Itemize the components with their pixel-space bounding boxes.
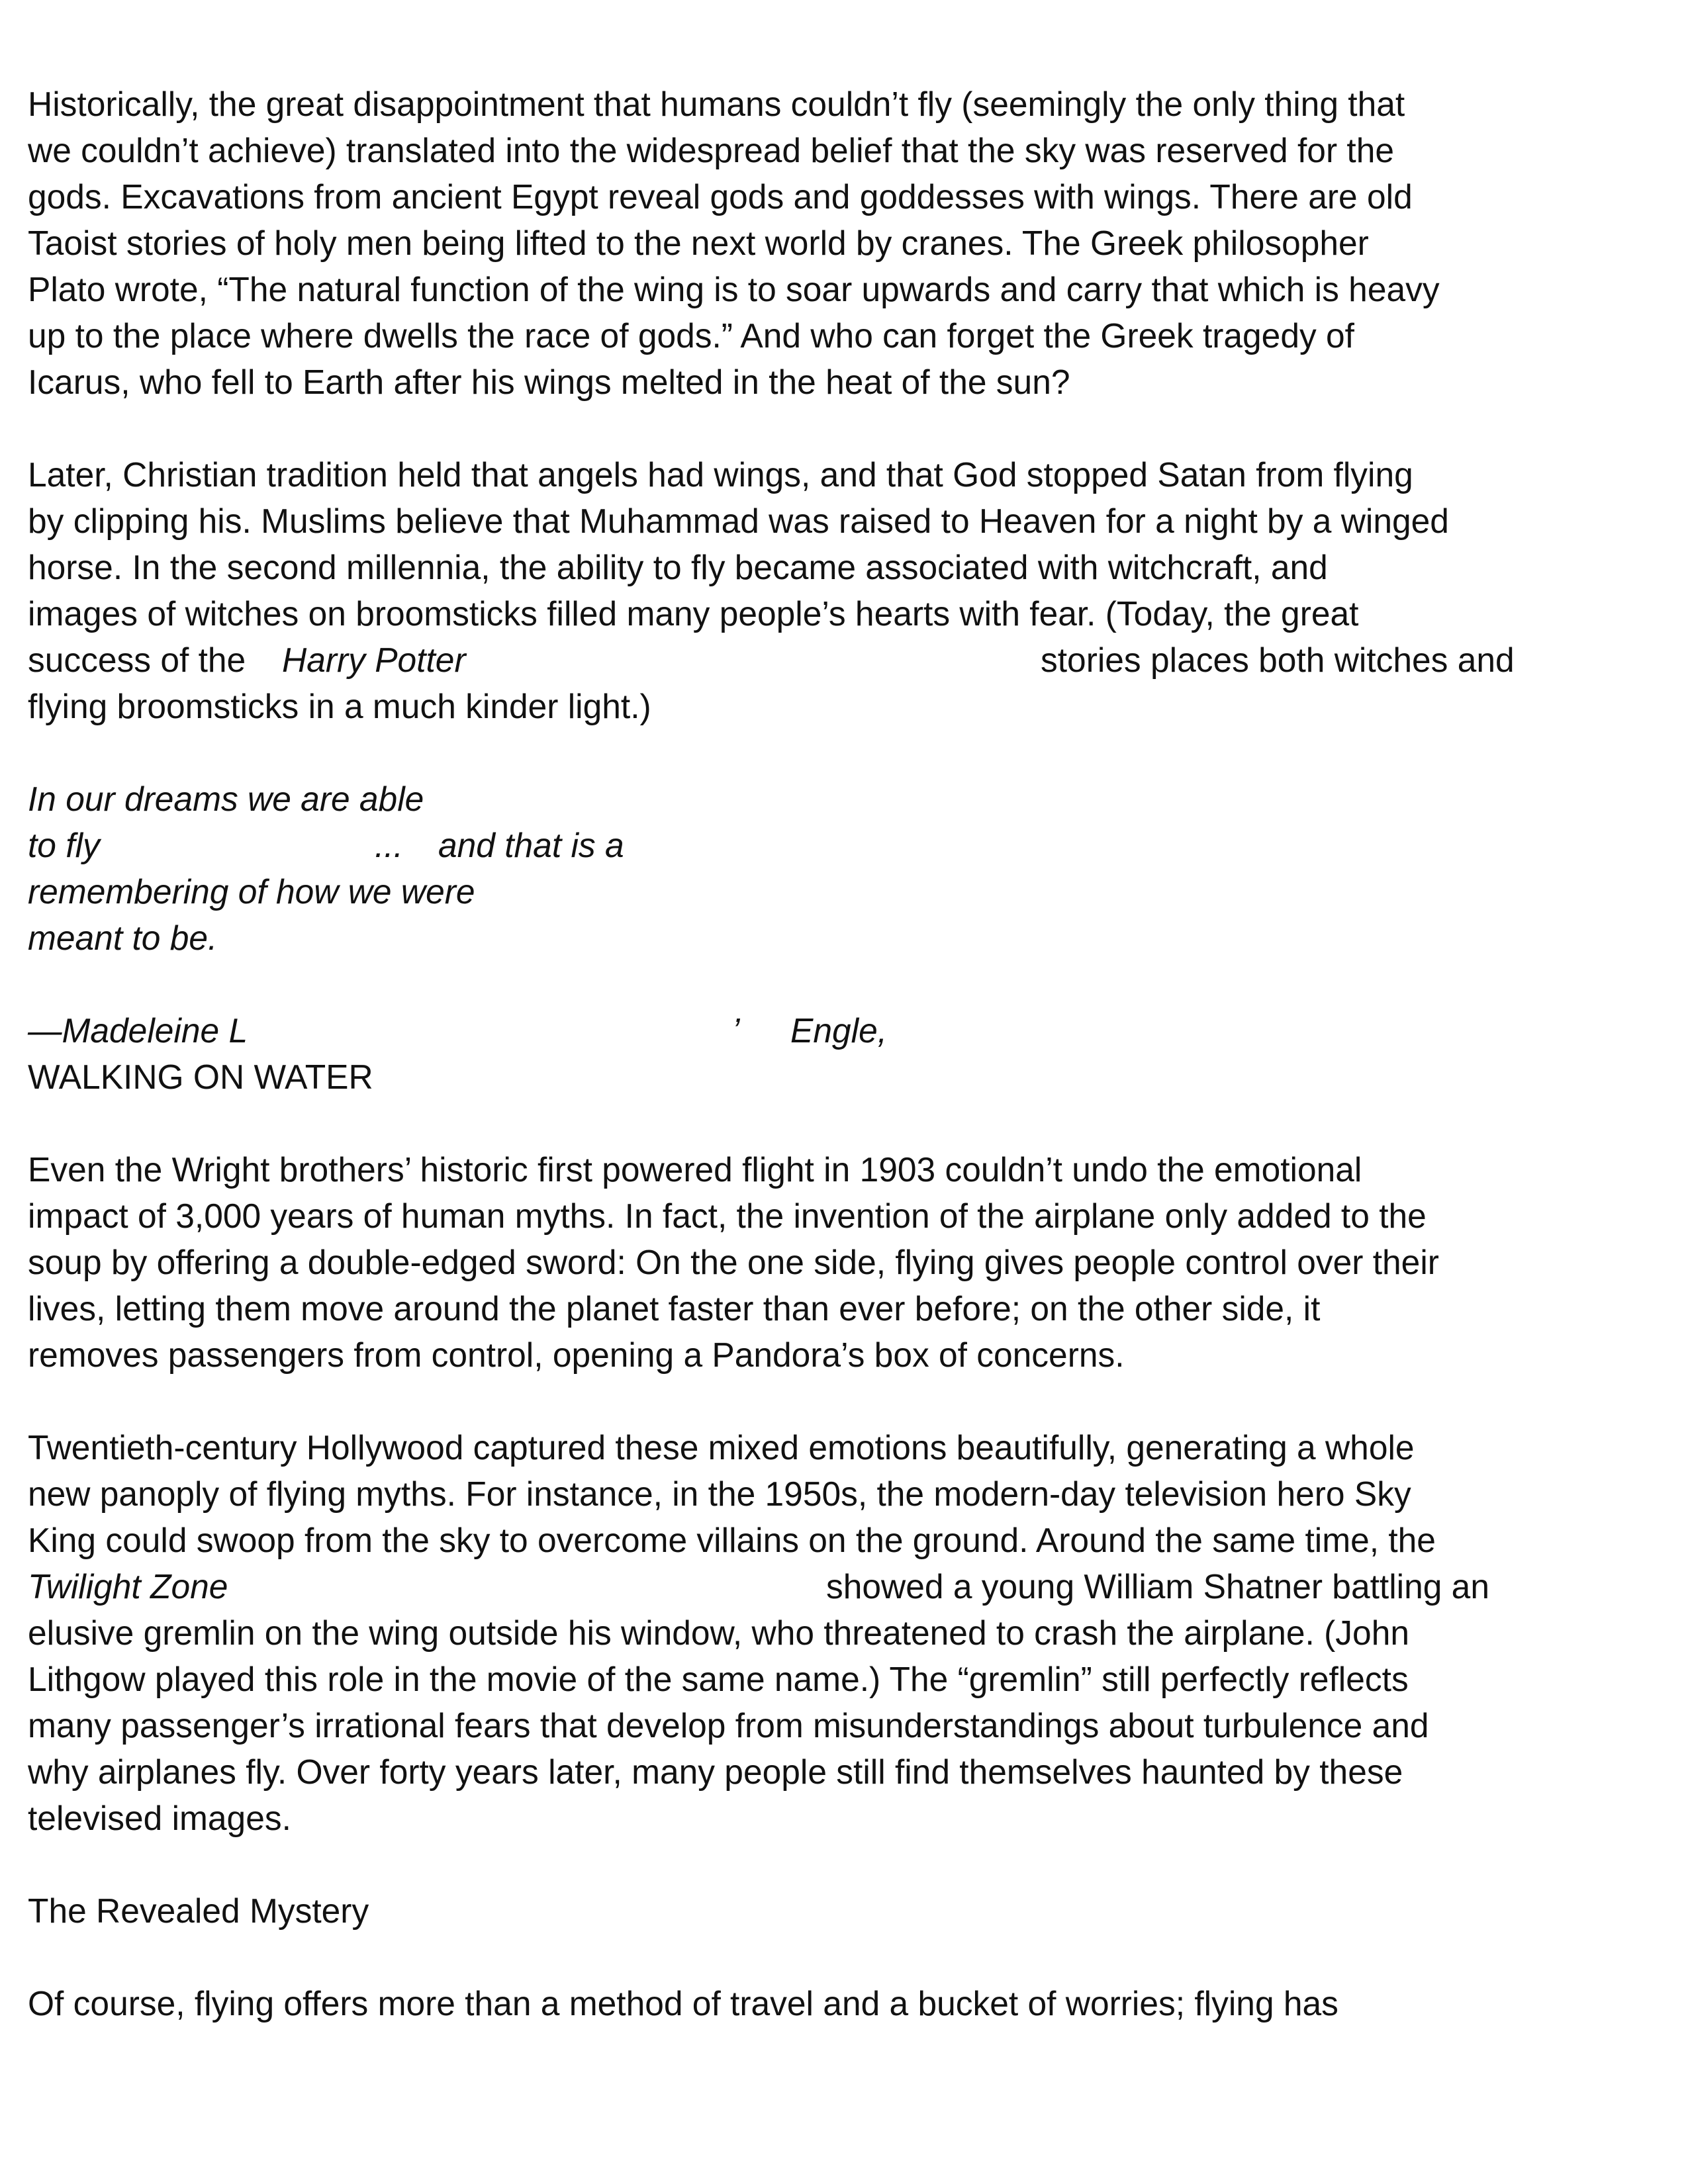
text-line: televised images. [28,1799,291,1837]
paragraph-spacer [28,1934,1656,1980]
text-line: flying broomsticks in a much kinder light.) [28,687,651,725]
epigraph-quote [28,776,1656,1100]
text-line: new panoply of flying myths. For instance, in the 1950s, the modern-day television hero Sky [28,1475,1411,1513]
text-line: Historically, the great disappointment that humans couldn’t fly (seemingly the only thing that [28,85,1405,123]
paragraph-spacer [28,1841,1656,1888]
line-suffix: stories places both witches and [1041,641,1515,679]
attribution-apostrophe: ’ [732,1011,740,1050]
paragraph-religion [28,451,1656,729]
quote-source: WALKING ON WATER [28,1058,373,1096]
text-line: soup by offering a double-edged sword: On the one side, flying gives people control over their [28,1243,1439,1281]
text-line: many passenger’s irrational fears that develop from misunderstandings about turbulence and [28,1706,1429,1745]
show-title-twilight-zone: Twilight Zone [28,1567,228,1606]
text-line: impact of 3,000 years of human myths. In fact, the invention of the airplane only added to the [28,1197,1427,1235]
text-line: horse. In the second millennia, the ability to fly became associated with witchcraft, and [28,548,1328,586]
paragraph-spacer [28,1100,1656,1146]
paragraph-spacer [28,405,1656,451]
text-line: lives, letting them move around the planet faster than ever before; on the other side, it [28,1289,1321,1328]
text-line: Twentieth-century Hollywood captured these mixed emotions beautifully, generating a whole [28,1428,1415,1467]
text-line-harry-potter [28,637,1656,683]
text-line: King could swoop from the sky to overcome villains on the ground. Around the same time, the [28,1521,1436,1559]
document-page [28,81,1656,2026]
text-line: Later, Christian tradition held that angels had wings, and that God stopped Satan from flying [28,455,1413,494]
line-suffix: showed a young William Shatner battling an [826,1567,1489,1606]
text-line: removes passengers from control, opening a Pandora’s box of concerns. [28,1336,1125,1374]
text-line: gods. Excavations from ancient Egypt reveal gods and goddesses with wings. There are old [28,177,1413,216]
section-heading: The Revealed Mystery [28,1891,369,1930]
text-line: Icarus, who fell to Earth after his wings melted in the heat of the sun? [28,363,1070,401]
quote-line [28,822,1656,868]
text-line: Even the Wright brothers’ historic first powered flight in 1903 couldn’t undo the emotional [28,1150,1362,1189]
paragraph-wright-brothers [28,1146,1656,1378]
quote-fragment: and that is a [438,826,624,864]
text-line: by clipping his. Muslims believe that Muhammad was raised to Heaven for a night by a winged [28,502,1449,540]
quote-ellipsis: ... [375,826,403,864]
text-line: up to the place where dwells the race of gods.” And who can forget the Greek tragedy of [28,316,1354,355]
text-line: Plato wrote, “The natural function of the wing is to soar upwards and carry that which is heavy [28,270,1440,308]
line-prefix: success of the [28,641,246,679]
text-line: Of course, flying offers more than a method of travel and a bucket of worries; flying has [28,1984,1338,2023]
paragraph-revealed-mystery [28,1980,1656,2026]
quote-line: In our dreams we are able [28,780,424,818]
text-line: why airplanes fly. Over forty years later, many people still find themselves haunted by these [28,1752,1403,1791]
paragraph-history [28,81,1656,405]
quote-fragment: to fly [28,826,100,864]
quote-line: remembering of how we were [28,872,475,911]
quote-line: meant to be. [28,919,218,957]
book-title-harry-potter: Harry Potter [282,641,466,679]
text-line-twilight-zone [28,1563,1656,1610]
text-line: images of witches on broomsticks filled many people’s hearts with fear. (Today, the great [28,594,1359,633]
text-line: Taoist stories of holy men being lifted to the next world by cranes. The Greek philosopher [28,224,1369,262]
quote-attribution [28,1007,1656,1054]
attribution-name: —Madeleine L [28,1011,248,1050]
attribution-name-end: Engle, [790,1011,888,1050]
paragraph-spacer [28,729,1656,776]
quote-spacer [28,961,1656,1007]
text-line: we couldn’t achieve) translated into the widespread belief that the sky was reserved for the [28,131,1394,169]
paragraph-spacer [28,1378,1656,1424]
text-line: Lithgow played this role in the movie of the same name.) The “gremlin” still perfectly reflects [28,1660,1409,1698]
paragraph-hollywood [28,1424,1656,1841]
text-line: elusive gremlin on the wing outside his window, who threatened to crash the airplane. (John [28,1614,1409,1652]
